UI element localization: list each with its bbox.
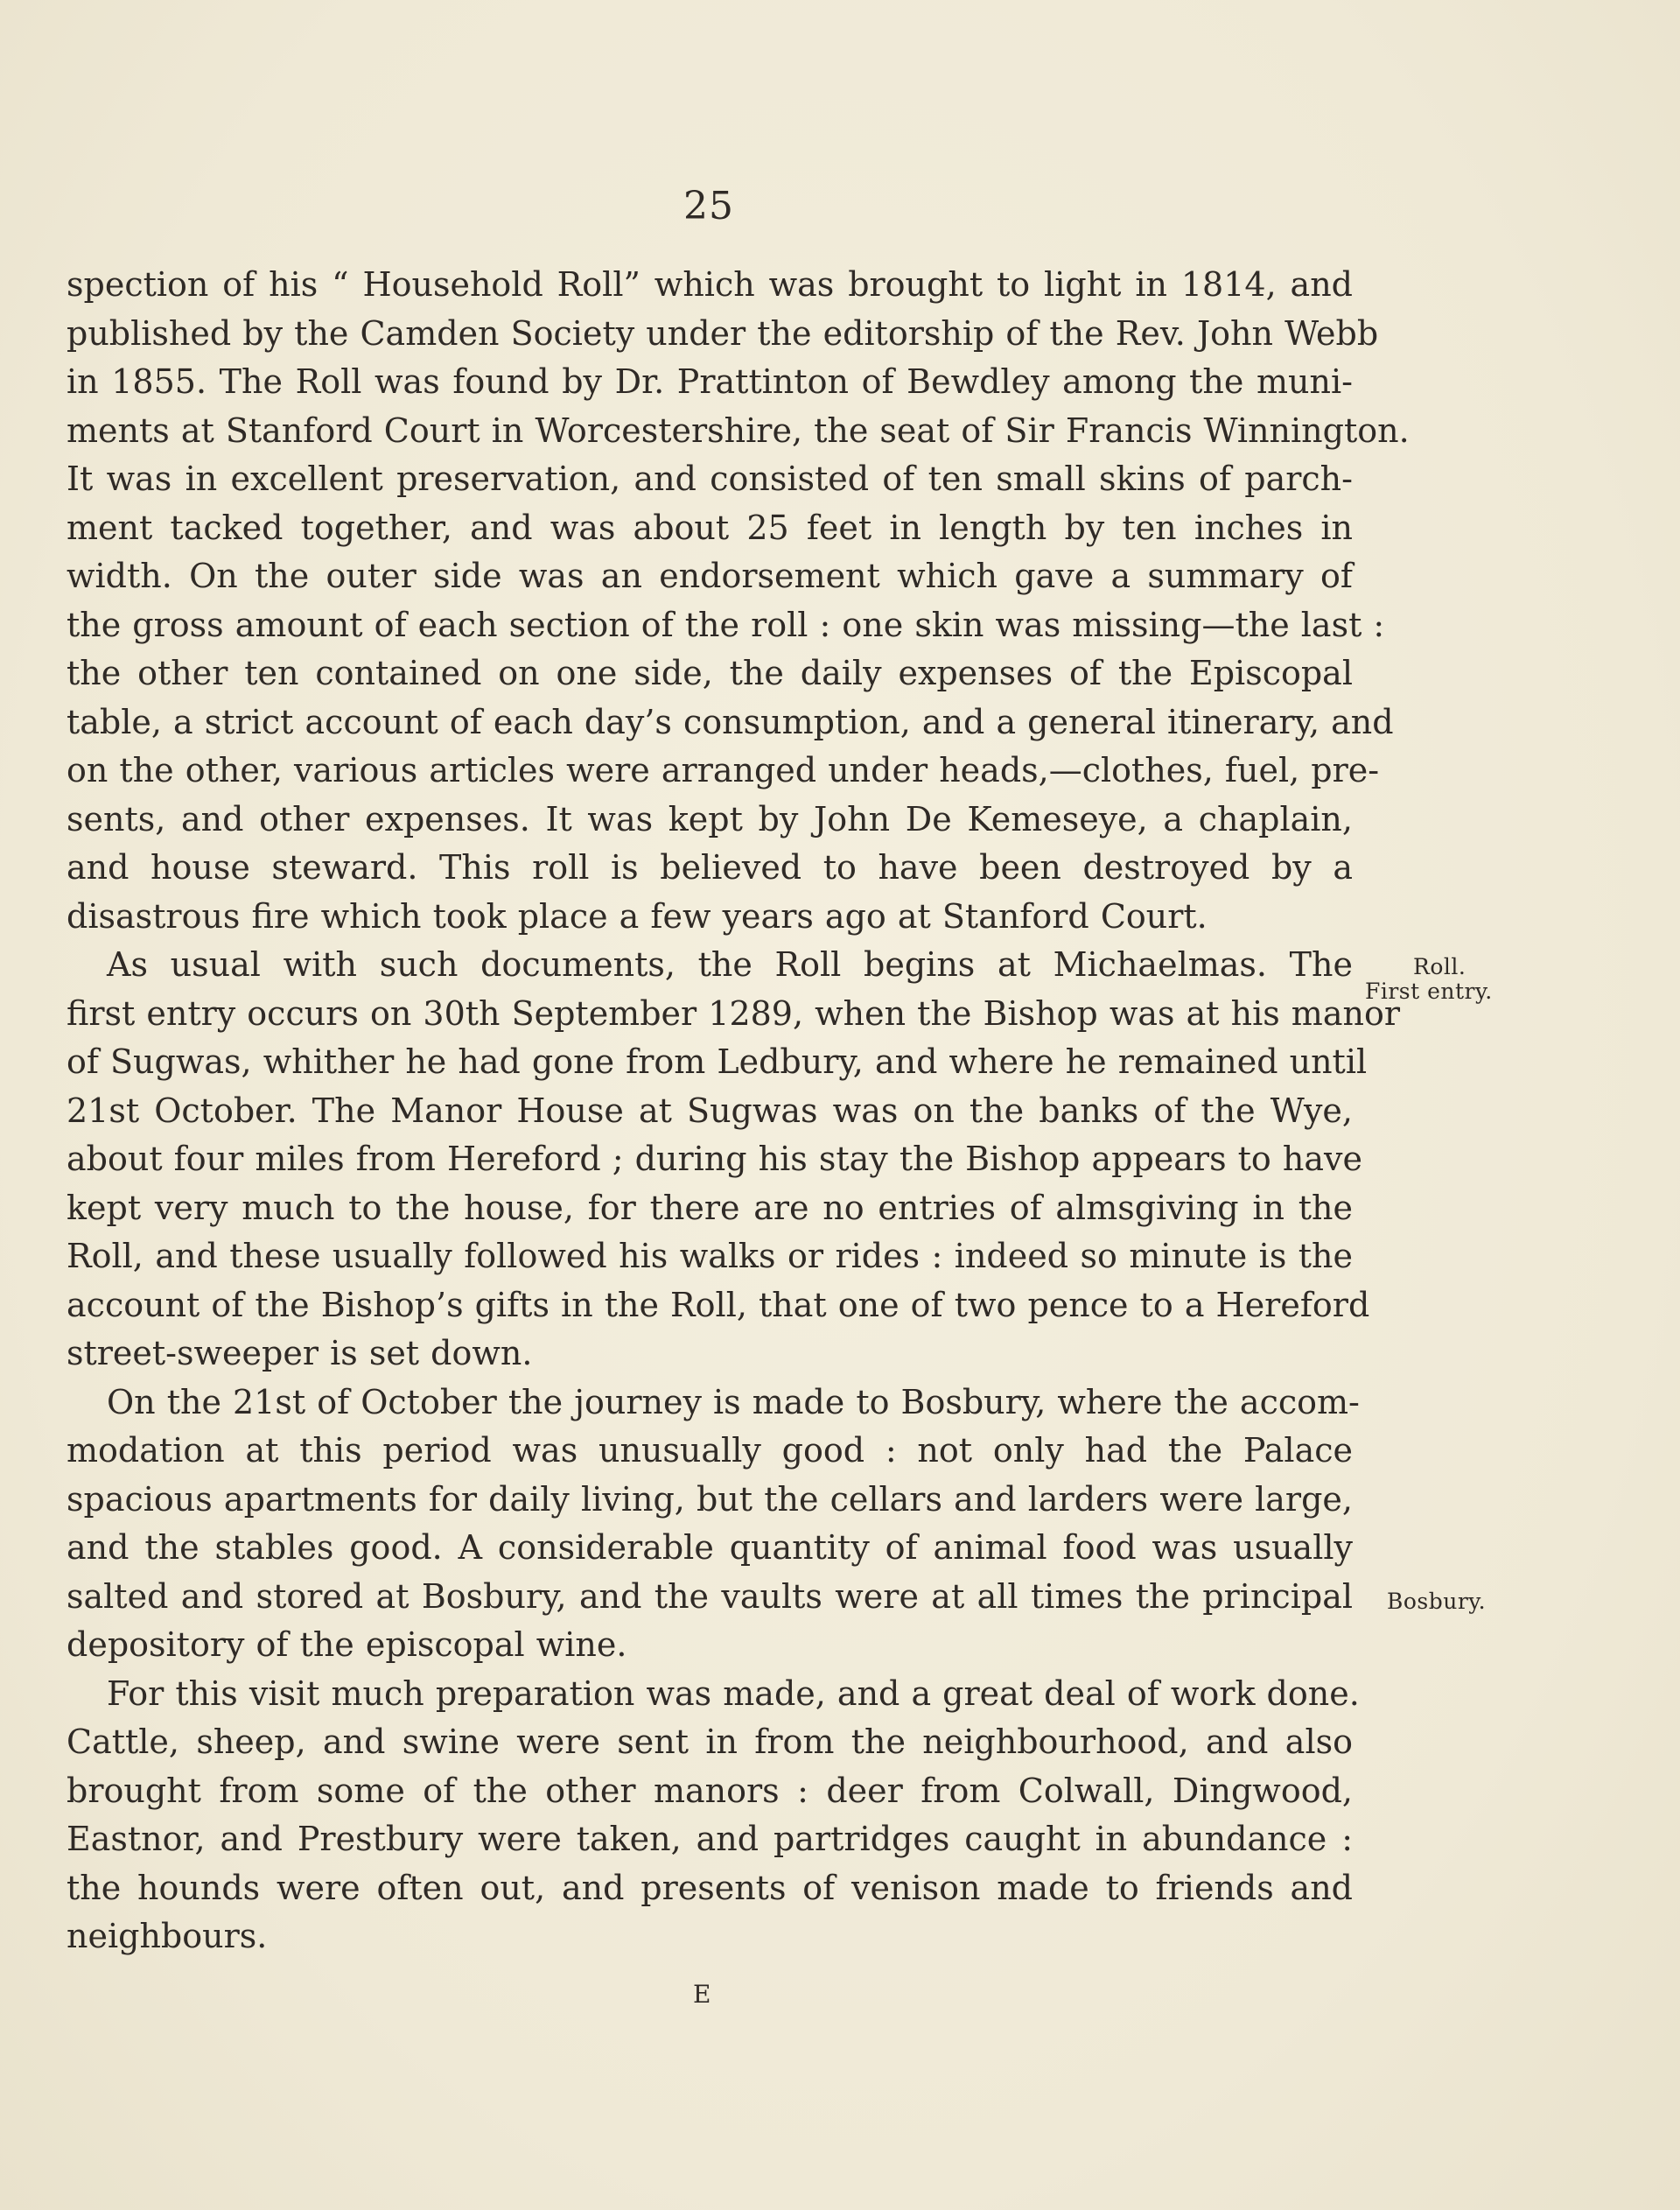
text-line: ments at Stanford Court in Worcestershire, the seat of Sir Francis Winnington. [66,410,1410,450]
text-line: Roll, and these usually followed his walks or rides : indeed so minute is the [66,1237,1353,1275]
text-line: depository of the episcopal wine. [66,1625,627,1664]
text-line: and the stables good. A considerable quantity of animal food was usually [66,1528,1353,1567]
body-text [66,261,1410,1961]
text-line: disastrous fire which took place a few years ago at Stanford Court. [66,896,1208,936]
text-line: published by the Camden Society under the editorship of the Rev. John Webb [66,313,1379,353]
text-line: It was in excellent preservation, and consisted of ten small skins of parch- [66,460,1353,498]
margin-note-first-entry: First entry. [1365,979,1493,1004]
text-line: kept very much to the house, for there are no entries of almsgiving in the [66,1188,1353,1227]
text-line: brought from some of the other manors : deer from Colwall, Dingwood, [66,1771,1353,1810]
text-line: 21st October. The Manor House at Sugwas was on the banks of the Wye, [66,1091,1353,1130]
signature-mark: E [693,1980,711,2009]
margin-note-roll: Roll. [1413,954,1466,979]
text-line: first entry occurs on 30th September 1289, when the Bishop was at his manor [66,993,1401,1033]
text-line: about four miles from Hereford ; during his stay the Bishop appears to have [66,1140,1362,1178]
text-line: spection of his “ Household Roll” which was brought to light in 1814, and [66,265,1353,304]
text-line: table, a strict account of each day’s consumption, and a general itinerary, and [66,702,1394,741]
text-line: neighbours. [66,1917,268,1955]
text-line: and house steward. This roll is believed to have been destroyed by a [66,848,1353,887]
margin-note-bosbury: Bosbury. [1387,1589,1487,1614]
text-line: As usual with such documents, the Roll begins at Michaelmas. The [107,945,1353,984]
text-line: the other ten contained on one side, the daily expenses of the Episcopal [66,654,1353,692]
text-line: sents, and other expenses. It was kept by John De Kemeseye, a chaplain, [66,799,1353,838]
text-line: salted and stored at Bosbury, and the vaults were at all times the principal [66,1576,1353,1616]
text-line: Cattle, sheep, and swine were sent in from the neighbourhood, and also [66,1722,1353,1761]
text-line: the gross amount of each section of the roll : one skin was missing—the last : [66,605,1385,644]
text-line: account of the Bishop’s gifts in the Roll, that one of two pence to a Hereford [66,1285,1370,1324]
text-line: ment tacked together, and was about 25 feet in length by ten inches in [66,508,1353,547]
page-number: 25 [683,184,734,228]
text-line: width. On the outer side was an endorsement which gave a summary of [66,557,1353,595]
text-line: Eastnor, and Prestbury were taken, and partridges caught in abundance : [66,1820,1353,1858]
text-line: the hounds were often out, and presents of venison made to friends and [66,1868,1353,1907]
text-line: on the other, various articles were arranged under heads,—clothes, fuel, pre- [66,751,1380,789]
text-line: street-sweeper is set down. [66,1334,533,1372]
text-line: of Sugwas, whither he had gone from Ledbury, and where he remained until [66,1042,1368,1081]
text-line: For this visit much preparation was made, and a great deal of work done. [107,1673,1360,1713]
text-line: modation at this period was unusually good : not only had the Palace [66,1431,1353,1470]
text-line: in 1855. The Roll was found by Dr. Prattinton of Bewdley among the muni- [66,362,1353,401]
text-line: On the 21st of October the journey is made to Bosbury, where the accom- [107,1382,1360,1421]
text-line: spacious apartments for daily living, but the cellars and larders were large, [66,1479,1353,1519]
